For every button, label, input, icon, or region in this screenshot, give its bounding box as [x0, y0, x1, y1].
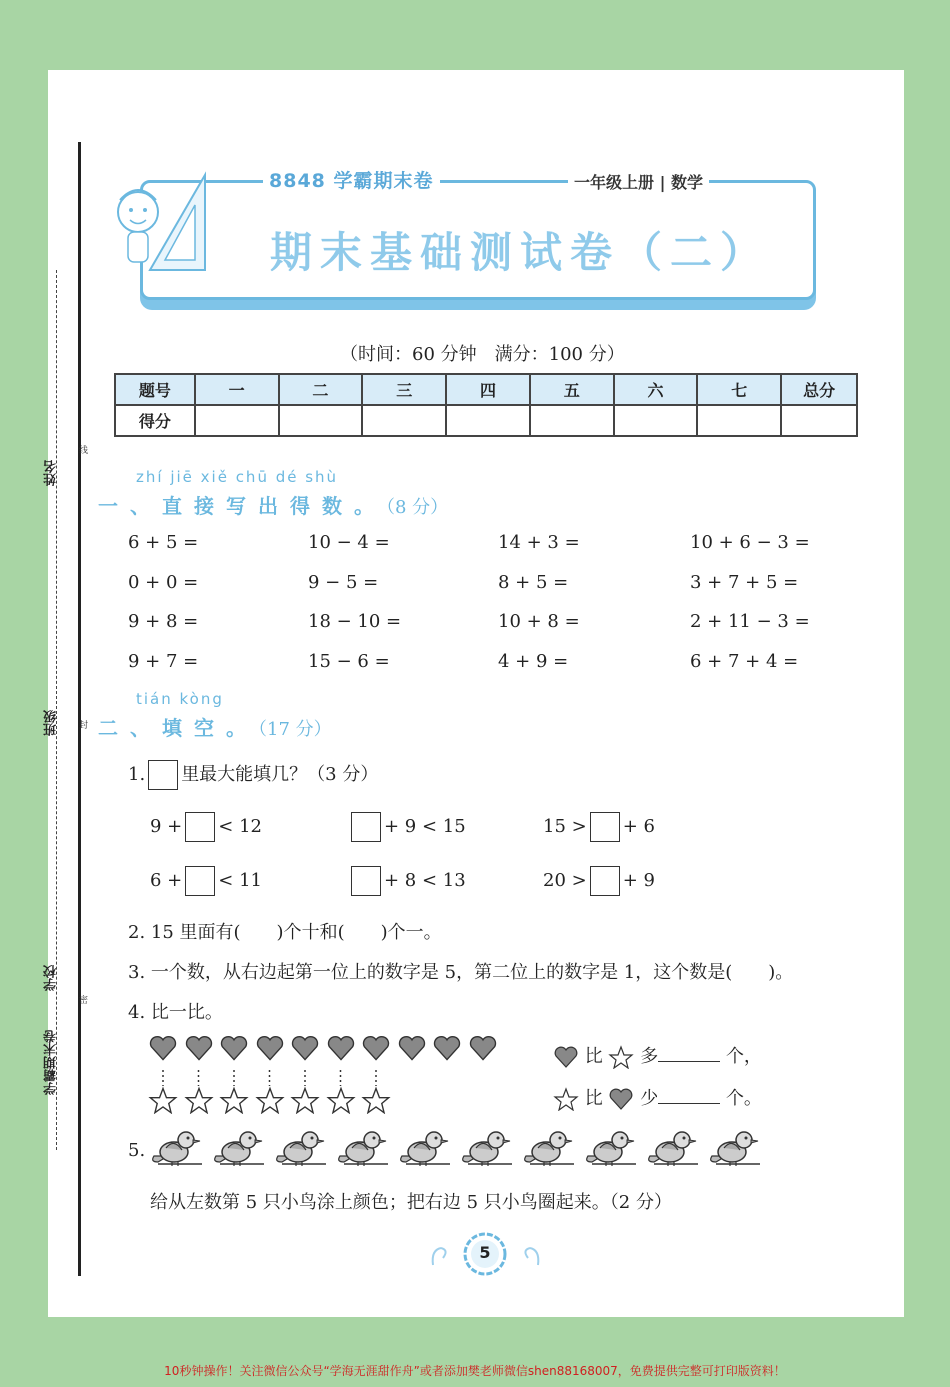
class-label: 班级 [44, 710, 59, 736]
equation[interactable]: 10 + 8 = [498, 611, 580, 632]
equation[interactable]: 6 + 7 + 4 = [690, 650, 799, 672]
answer-box[interactable] [351, 812, 381, 842]
bird-icon[interactable] [644, 1126, 702, 1170]
equation[interactable]: 10 − 4 = [308, 532, 390, 553]
answer-box[interactable] [590, 812, 620, 842]
line-char: 线 [77, 445, 87, 454]
answer-box[interactable] [351, 866, 381, 896]
heart-icon [468, 1034, 498, 1062]
bird-icon[interactable] [148, 1126, 206, 1170]
score-input-cell[interactable] [362, 405, 446, 436]
name-label: 姓名 [44, 460, 59, 486]
footer-promo: 10秒钟操作！关注微信公众号“学海无涯甜作舟”或者添加樊老师微信shen88168007，免费提供完整可打印版资料！ [164, 1364, 786, 1378]
question-2: 2. 15 里面有( )个十和( )个一。 [128, 922, 442, 943]
score-header-cell: 二 [279, 374, 363, 405]
score-input-cell[interactable] [614, 405, 698, 436]
score-header-cell: 七 [697, 374, 781, 405]
score-input-cell[interactable] [697, 405, 781, 436]
score-header-cell: 三 [362, 374, 446, 405]
inequality-item: + 9 < 15 [348, 812, 466, 842]
star-icon [608, 1045, 634, 1069]
score-row-label: 得分 [115, 405, 195, 436]
answer-box[interactable] [590, 866, 620, 896]
score-input-cell[interactable] [446, 405, 530, 436]
score-input-cell[interactable] [279, 405, 363, 436]
answer-blank[interactable] [658, 1061, 720, 1062]
bird-icon[interactable] [272, 1126, 330, 1170]
equation[interactable]: 0 + 0 = [128, 571, 199, 593]
heart-icon [432, 1034, 462, 1062]
score-input-cell[interactable] [195, 405, 279, 436]
matching-dots [148, 1068, 408, 1098]
equation[interactable]: 6 + 5 = [128, 532, 199, 553]
heart-icon [219, 1034, 249, 1062]
score-header-cell: 总分 [781, 374, 857, 405]
bird-icon[interactable] [520, 1126, 578, 1170]
inequality-item: 9 + < 12 [150, 812, 262, 842]
section2-title: 二、填空。（17 分） [98, 716, 332, 740]
equation[interactable]: 9 − 5 = [308, 571, 379, 593]
compare-line-1: 比 多 个， [553, 1042, 762, 1069]
score-input-cell[interactable] [781, 405, 857, 436]
answer-blank[interactable] [658, 1103, 720, 1104]
answer-box[interactable] [185, 866, 215, 896]
question-4: 4. 比一比。 [128, 1002, 223, 1023]
score-header-cell: 题号 [115, 374, 195, 405]
score-header-cell: 六 [614, 374, 698, 405]
equation[interactable]: 9 + 8 = [128, 611, 199, 632]
binding-line [78, 142, 81, 1276]
grade-label: 一年级上册 | 数学 [568, 170, 709, 193]
page-title: 期末基础测试卷（二） [270, 228, 771, 277]
secret-char: 密 [77, 995, 87, 1004]
bird-icon[interactable] [706, 1126, 764, 1170]
heart-icon [148, 1034, 178, 1062]
equation[interactable]: 4 + 9 = [498, 650, 569, 672]
heart-icon [553, 1045, 579, 1069]
score-input-cell[interactable] [530, 405, 614, 436]
score-header-cell: 五 [530, 374, 614, 405]
equation[interactable]: 2 + 11 − 3 = [690, 611, 810, 632]
brand-label: 8848 学霸期末卷 [263, 166, 440, 193]
mascot-triangle-icon [110, 170, 210, 280]
answer-box[interactable] [148, 760, 178, 790]
inequality-item: + 8 < 13 [348, 866, 466, 896]
heart-icon [290, 1034, 320, 1062]
answer-box[interactable] [185, 812, 215, 842]
inequality-item: 6 + < 11 [150, 866, 262, 896]
star-icon [553, 1087, 579, 1111]
compare-line-2: 比 少 个。 [553, 1084, 762, 1111]
book-label: 学霸期末卷 [44, 1030, 59, 1095]
bird-icon[interactable] [334, 1126, 392, 1170]
bird-icon[interactable] [210, 1126, 268, 1170]
equation[interactable]: 8 + 5 = [498, 571, 569, 593]
school-label: 学校 [44, 965, 59, 991]
heart-icon [184, 1034, 214, 1062]
score-table [114, 373, 858, 437]
inequality-item: 15 > + 6 [543, 812, 655, 842]
equation[interactable]: 3 + 7 + 5 = [690, 571, 799, 593]
equation[interactable]: 10 + 6 − 3 = [690, 532, 810, 553]
equation[interactable]: 18 − 10 = [308, 611, 402, 632]
time-info: （时间：60 分钟 满分：100 分） [340, 344, 625, 365]
heart-icon [608, 1087, 634, 1111]
bird-icon[interactable] [396, 1126, 454, 1170]
question-3: 3. 一个数，从右边起第一位上的数字是 5，第二位上的数字是 1，这个数是( )。 [128, 962, 794, 983]
heart-icon [255, 1034, 285, 1062]
equation[interactable]: 15 − 6 = [308, 650, 390, 672]
score-header-cell: 四 [446, 374, 530, 405]
worksheet-page [44, 70, 904, 1317]
heart-icon [361, 1034, 391, 1062]
seal-char: 封 [77, 720, 87, 729]
inequality-item: 20 > + 9 [543, 866, 655, 896]
section1-pinyin: zhí jiē xiě chū dé shù [136, 468, 339, 486]
bird-icon[interactable] [582, 1126, 640, 1170]
heart-icon [326, 1034, 356, 1062]
question-5-text: 给从左数第 5 只小鸟涂上颜色；把右边 5 只小鸟圈起来。（2 分） [150, 1192, 672, 1213]
equation[interactable]: 9 + 7 = [128, 650, 199, 672]
section2-pinyin: tián kòng [136, 690, 224, 708]
score-header-cell: 一 [195, 374, 279, 405]
question-1: 1. 里最大能填几？（3 分） [128, 760, 378, 790]
section1-title: 一、直接写出得数。（8 分） [98, 494, 449, 518]
heart-icon [397, 1034, 427, 1062]
equation[interactable]: 14 + 3 = [498, 532, 580, 553]
page-number: 5 [479, 1243, 491, 1262]
bird-icon[interactable] [458, 1126, 516, 1170]
question-5-number: 5. [128, 1140, 146, 1161]
